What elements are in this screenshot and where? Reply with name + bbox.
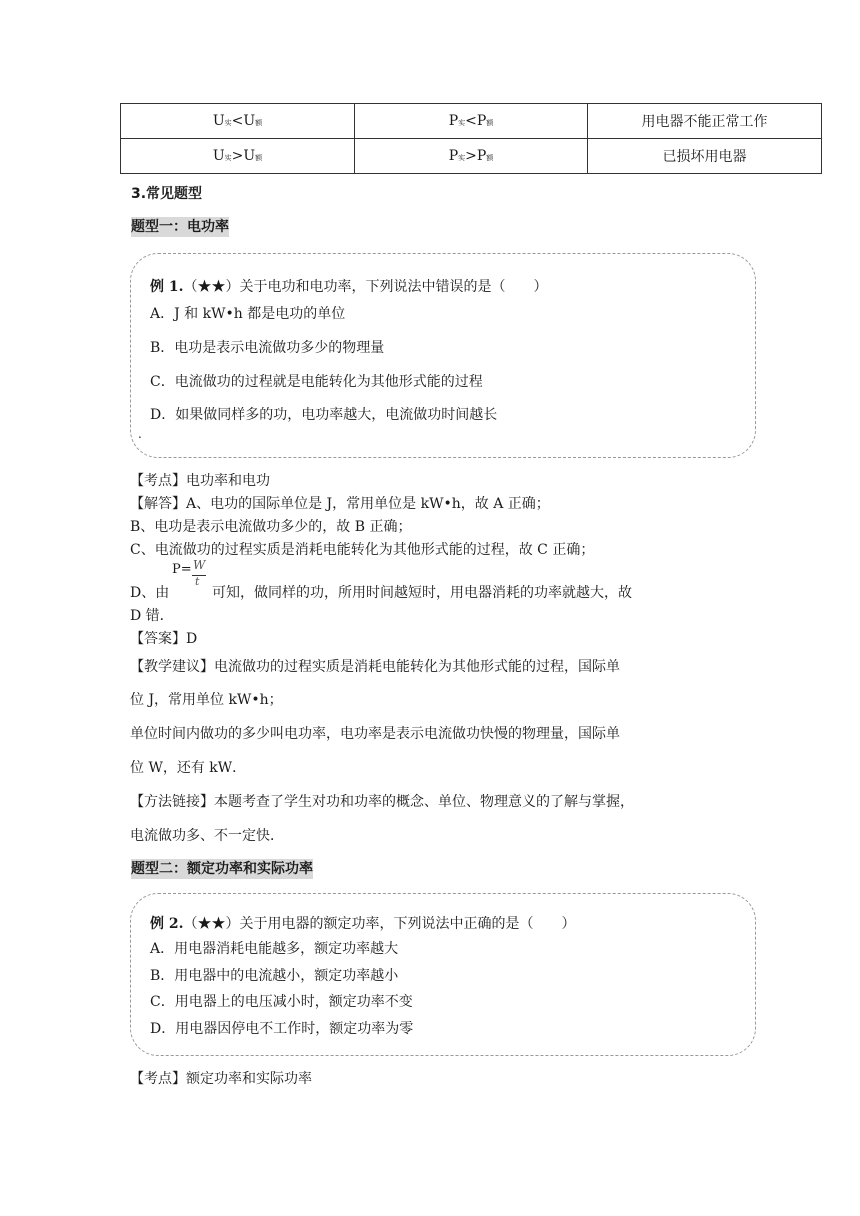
- option-d: D．用电器因停电不工作时，额定功率为零: [150, 1021, 414, 1037]
- symbol: P: [476, 113, 487, 129]
- option-c: C．电流做功的过程就是电能转化为其他形式能的过程: [150, 374, 483, 390]
- advice-line-4: 位 W，还有 kW．: [130, 760, 247, 776]
- difficulty-stars: （★★）: [183, 279, 240, 295]
- method-line-2: 电流做功多、不一定快．: [130, 828, 284, 844]
- table-cell: [121, 104, 355, 139]
- power-formula: [172, 558, 206, 588]
- option-a: A．J 和 kW•h 都是电功的单位: [150, 306, 346, 322]
- formula-lhs: P=: [172, 562, 192, 577]
- symbol: P: [476, 148, 487, 164]
- subscript: 实: [224, 154, 232, 162]
- operator: <: [465, 113, 477, 129]
- option-c: C．用电器上的电压减小时，额定功率不变: [150, 994, 413, 1010]
- example-label: 例 1.: [150, 279, 184, 295]
- option-b: B．电功是表示电流做功多少的物理量: [150, 340, 385, 356]
- type1-title-text: 题型一：电功率: [131, 219, 229, 235]
- kaodian-1: 【考点】电功率和电功: [130, 473, 270, 489]
- method-line-1: 【方法链接】本题考查了学生对功和功率的概念、单位、物理意义的了解与掌握，: [130, 794, 634, 810]
- example-label: 例 2.: [150, 916, 184, 932]
- symbol: P: [448, 148, 459, 164]
- jieda-a: 【解答】A、电功的国际单位是 J，常用单位是 kW•h，故 A 正确；: [130, 496, 550, 512]
- jieda-c: C、电流做功的过程实质是消耗电能转化为其他形式能的过程，故 C 正确；: [130, 542, 595, 558]
- subscript: 额: [486, 119, 494, 127]
- subscript: 实: [458, 119, 466, 127]
- jieda-b: B、电功是表示电流做功多少的，故 B 正确；: [130, 519, 412, 535]
- operator: >: [465, 148, 477, 164]
- symbol: U: [212, 148, 225, 164]
- symbol: P: [448, 113, 459, 129]
- formula-denominator: t: [195, 575, 200, 588]
- subscript: 额: [255, 154, 263, 162]
- formula-numerator: W: [193, 558, 206, 572]
- example-1-question: [150, 276, 548, 296]
- jieda-d-post: 可知，做同样的功，所用时间越短时，用电器消耗的功率就越大，故: [212, 585, 632, 601]
- symbol: U: [243, 148, 256, 164]
- table-cell: 已损坏用电器: [588, 139, 822, 174]
- option-d: D．如果做同样多的功，电功率越大，电流做功时间越长: [150, 407, 498, 423]
- answer-1: 【答案】D: [130, 631, 198, 647]
- advice-line-3: 单位时间内做功的多少叫电功率，电功率是表示电流做功快慢的物理量，国际单: [130, 726, 620, 742]
- subscript: 额: [486, 154, 494, 162]
- table-cell: [121, 139, 355, 174]
- trailing-dot: .: [138, 427, 142, 441]
- option-a: A．用电器消耗电能越多，额定功率越大: [150, 941, 399, 957]
- subscript: 实: [224, 119, 232, 127]
- jieda-d-pre: D、由: [130, 585, 170, 601]
- option-b: B．用电器中的电流越小，额定功率越小: [150, 968, 399, 984]
- subscript: 实: [458, 154, 466, 162]
- comparison-table: [120, 103, 822, 174]
- type2-title: [131, 858, 313, 878]
- symbol: U: [212, 113, 225, 129]
- type1-title: [131, 216, 229, 236]
- subscript: 额: [255, 119, 263, 127]
- question-text: 关于用电器的额定功率，下列说法中正确的是（ ）: [239, 916, 576, 932]
- operator: <: [231, 113, 244, 129]
- difficulty-stars: （★★）: [183, 916, 240, 932]
- advice-line-1: 【教学建议】电流做功的过程实质是消耗电能转化为其他形式能的过程，国际单: [130, 659, 620, 675]
- symbol: U: [243, 113, 256, 129]
- type2-title-text: 题型二：额定功率和实际功率: [131, 861, 313, 877]
- table-row: [121, 104, 822, 139]
- example-2-question: [150, 913, 576, 933]
- section-title: 3.常见题型: [131, 186, 203, 202]
- operator: >: [231, 148, 244, 164]
- table-cell: 用电器不能正常工作: [588, 104, 822, 139]
- advice-line-2: 位 J，常用单位 kW•h；: [130, 692, 283, 708]
- table-cell: [355, 139, 588, 174]
- table-row: [121, 139, 822, 174]
- kaodian-2: 【考点】额定功率和实际功率: [130, 1071, 312, 1087]
- table-cell: [355, 104, 588, 139]
- jieda-d-end: D 错．: [130, 608, 174, 624]
- question-text: 关于电功和电功率，下列说法中错误的是（ ）: [239, 279, 548, 295]
